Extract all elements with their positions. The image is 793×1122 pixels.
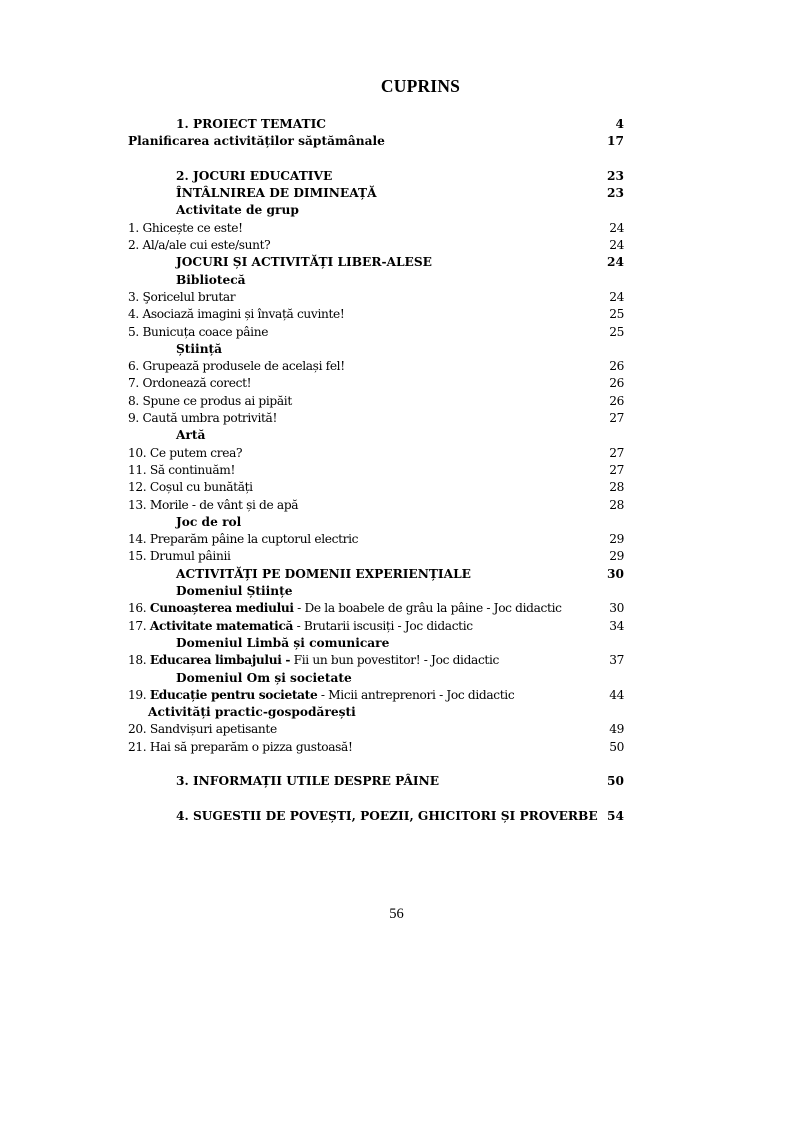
toc-entry-domain: Cunoașterea mediului: [149, 601, 294, 616]
toc-entry-text: 11. Să continuăm!: [128, 462, 236, 477]
toc-entry-title: Fii un bun povestitor! - Joc didactic: [290, 653, 499, 668]
table-of-contents: [128, 116, 624, 825]
toc-page-number: 25: [609, 324, 624, 339]
toc-entry-text: Activități practic-gospodărești: [148, 705, 356, 720]
toc-subheading: [128, 514, 624, 531]
toc-entry-text: 4. Asociază imagini și învață cuvinte!: [128, 307, 345, 322]
toc-page-number: 34: [609, 618, 624, 633]
toc-page-number: 27: [609, 445, 624, 460]
toc-entry-text: Știință: [176, 341, 223, 356]
toc-entry-text: 2. Al/a/ale cui este/sunt?: [128, 238, 271, 253]
toc-entry[interactable]: [128, 497, 624, 514]
toc-entry-section[interactable]: [128, 773, 624, 790]
toc-entry-text: 5. Bunicuța coace pâine: [128, 324, 269, 339]
toc-entry-text: [128, 652, 499, 669]
toc-entry-text: Bibliotecă: [176, 272, 246, 287]
toc-entry-text: 13. Morile - de vânt și de apă: [128, 497, 299, 512]
toc-entry-number: 19.: [128, 687, 150, 702]
toc-entry-domain: Educație pentru societate: [149, 687, 318, 702]
toc-subheading: [128, 341, 624, 358]
toc-page-number: 24: [607, 255, 624, 270]
toc-entry[interactable]: [128, 358, 624, 375]
toc-page-number: 29: [609, 532, 624, 547]
toc-entry[interactable]: [128, 600, 624, 617]
toc-page-number: 29: [609, 549, 624, 564]
toc-page-number: 50: [607, 774, 624, 789]
toc-page-number: 54: [607, 808, 624, 823]
toc-entry-text: 3. Şoricelul brutar: [128, 289, 236, 304]
toc-entry-title: - Micii antreprenori - Joc didactic: [317, 687, 515, 702]
toc-entry-text: 9. Caută umbra potrivită!: [128, 411, 278, 426]
toc-page-number: 24: [609, 220, 624, 235]
toc-entry-text: Artă: [176, 428, 206, 443]
toc-subheading: [128, 427, 624, 444]
page-title: CUPRINS: [380, 76, 461, 96]
toc-entry-text: Domeniul Limbă și comunicare: [176, 635, 390, 650]
toc-entry-text: Domeniul Om și societate: [176, 670, 352, 685]
toc-entry[interactable]: [128, 410, 624, 427]
toc-entry-text: 7. Ordonează corect!: [128, 376, 252, 391]
toc-entry[interactable]: [128, 652, 624, 669]
toc-subheading: [128, 202, 624, 219]
toc-entry-text: Domeniul Științe: [176, 584, 293, 599]
toc-entry-text: Activitate de grup: [176, 203, 299, 218]
toc-entry-text: 6. Grupează produsele de același fel!: [128, 359, 345, 374]
toc-entry[interactable]: [128, 618, 624, 635]
toc-entry-number: 17.: [128, 618, 150, 633]
toc-page-number: 24: [609, 289, 624, 304]
toc-entry[interactable]: [128, 721, 624, 738]
toc-entry-text: 10. Ce putem crea?: [128, 445, 243, 460]
toc-entry-text: 21. Hai să preparăm o pizza gustoasă!: [128, 739, 353, 754]
toc-entry-text: 1. PROIECT TEMATIC: [176, 117, 326, 131]
toc-page-number: 28: [609, 480, 624, 495]
toc-entry[interactable]: [128, 479, 624, 496]
toc-entry-text: ÎNTÂLNIREA DE DIMINEAȚĂ: [176, 186, 377, 201]
toc-entry-text: 8. Spune ce produs ai pipăit: [128, 393, 292, 408]
toc-entry[interactable]: [128, 462, 624, 479]
toc-entry[interactable]: [128, 531, 624, 548]
toc-entry[interactable]: [128, 445, 624, 462]
toc-page-number: 37: [609, 653, 624, 668]
toc-subheading: [128, 635, 624, 652]
toc-page-number: 23: [607, 186, 624, 201]
toc-entry-text: JOCURI ȘI ACTIVITĂȚI LIBER-ALESE: [176, 255, 432, 270]
page-number: 56: [389, 906, 404, 922]
toc-entry-heading[interactable]: [128, 185, 624, 202]
toc-entry[interactable]: [128, 687, 624, 704]
toc-entry-text: 4. SUGESTII DE POVEȘTI, POEZII, GHICITORI ȘI PROVERBE: [176, 808, 598, 823]
toc-page-number: 28: [609, 497, 624, 512]
toc-page-number: 26: [609, 393, 624, 408]
toc-entry-text: 20. Sandvișuri apetisante: [128, 722, 277, 737]
toc-entry[interactable]: [128, 375, 624, 392]
toc-entry-title: - Brutarii iscusiți - Joc didactic: [293, 618, 473, 633]
toc-entry-domain: Educarea limbajului -: [149, 653, 291, 668]
toc-entry-title: - De la boabele de grâu la pâine - Joc didactic: [293, 601, 562, 616]
toc-entry-text: ACTIVITĂȚI PE DOMENII EXPERIENȚIALE: [176, 566, 471, 581]
toc-entry[interactable]: [128, 220, 624, 237]
toc-entry-number: 16.: [128, 601, 150, 616]
toc-page-number: 44: [609, 687, 624, 702]
toc-entry[interactable]: [128, 393, 624, 410]
toc-entry-text: 2. JOCURI EDUCATIVE: [176, 168, 333, 183]
toc-entry-number: 18.: [128, 653, 150, 668]
toc-entry-text: Planificarea activităților săptămânale: [128, 134, 385, 149]
toc-page-number: 26: [609, 359, 624, 374]
toc-entry[interactable]: [128, 133, 624, 150]
toc-entry-heading[interactable]: [128, 254, 624, 271]
toc-page-number: 17: [607, 134, 624, 149]
toc-entry-section[interactable]: [128, 808, 624, 825]
toc-entry-text: [128, 600, 562, 617]
toc-entry[interactable]: [128, 548, 624, 565]
toc-entry-text: 12. Coșul cu bunătăți: [128, 480, 253, 495]
toc-subheading: [128, 272, 624, 289]
toc-entry-domain: Activitate matematică: [149, 618, 294, 633]
toc-page-number: 49: [609, 722, 624, 737]
toc-entry-text: [128, 687, 514, 704]
toc-entry-text: 3. INFORMAȚII UTILE DESPRE PÂINE: [176, 774, 440, 789]
toc-entry-text: 1. Ghicește ce este!: [128, 220, 243, 235]
toc-entry-text: 15. Drumul pâinii: [128, 549, 231, 564]
toc-entry-text: Joc de rol: [176, 514, 242, 529]
toc-page-number: 4: [615, 117, 624, 131]
toc-subheading: [128, 704, 624, 721]
toc-page-number: 50: [609, 739, 624, 754]
toc-entry[interactable]: [128, 306, 624, 323]
toc-entry[interactable]: [128, 237, 624, 254]
toc-page-number: 27: [609, 462, 624, 477]
toc-entry-heading[interactable]: [128, 566, 624, 583]
toc-page-number: 23: [607, 168, 624, 183]
toc-page-number: 26: [609, 376, 624, 391]
toc-page-number: 30: [607, 566, 624, 581]
toc-entry-text: 14. Preparăm pâine la cuptorul electric: [128, 532, 359, 547]
toc-subheading: [128, 583, 624, 600]
toc-entry-section[interactable]: [128, 116, 624, 133]
toc-page-number: 25: [609, 307, 624, 322]
toc-page-number: 30: [609, 601, 624, 616]
toc-entry[interactable]: [128, 739, 624, 756]
toc-page-number: 27: [609, 411, 624, 426]
toc-entry[interactable]: [128, 289, 624, 306]
toc-entry[interactable]: [128, 324, 624, 341]
toc-entry-text: [128, 618, 473, 635]
toc-page-number: 24: [609, 238, 624, 253]
toc-entry-section[interactable]: [128, 168, 624, 185]
toc-subheading: [128, 670, 624, 687]
